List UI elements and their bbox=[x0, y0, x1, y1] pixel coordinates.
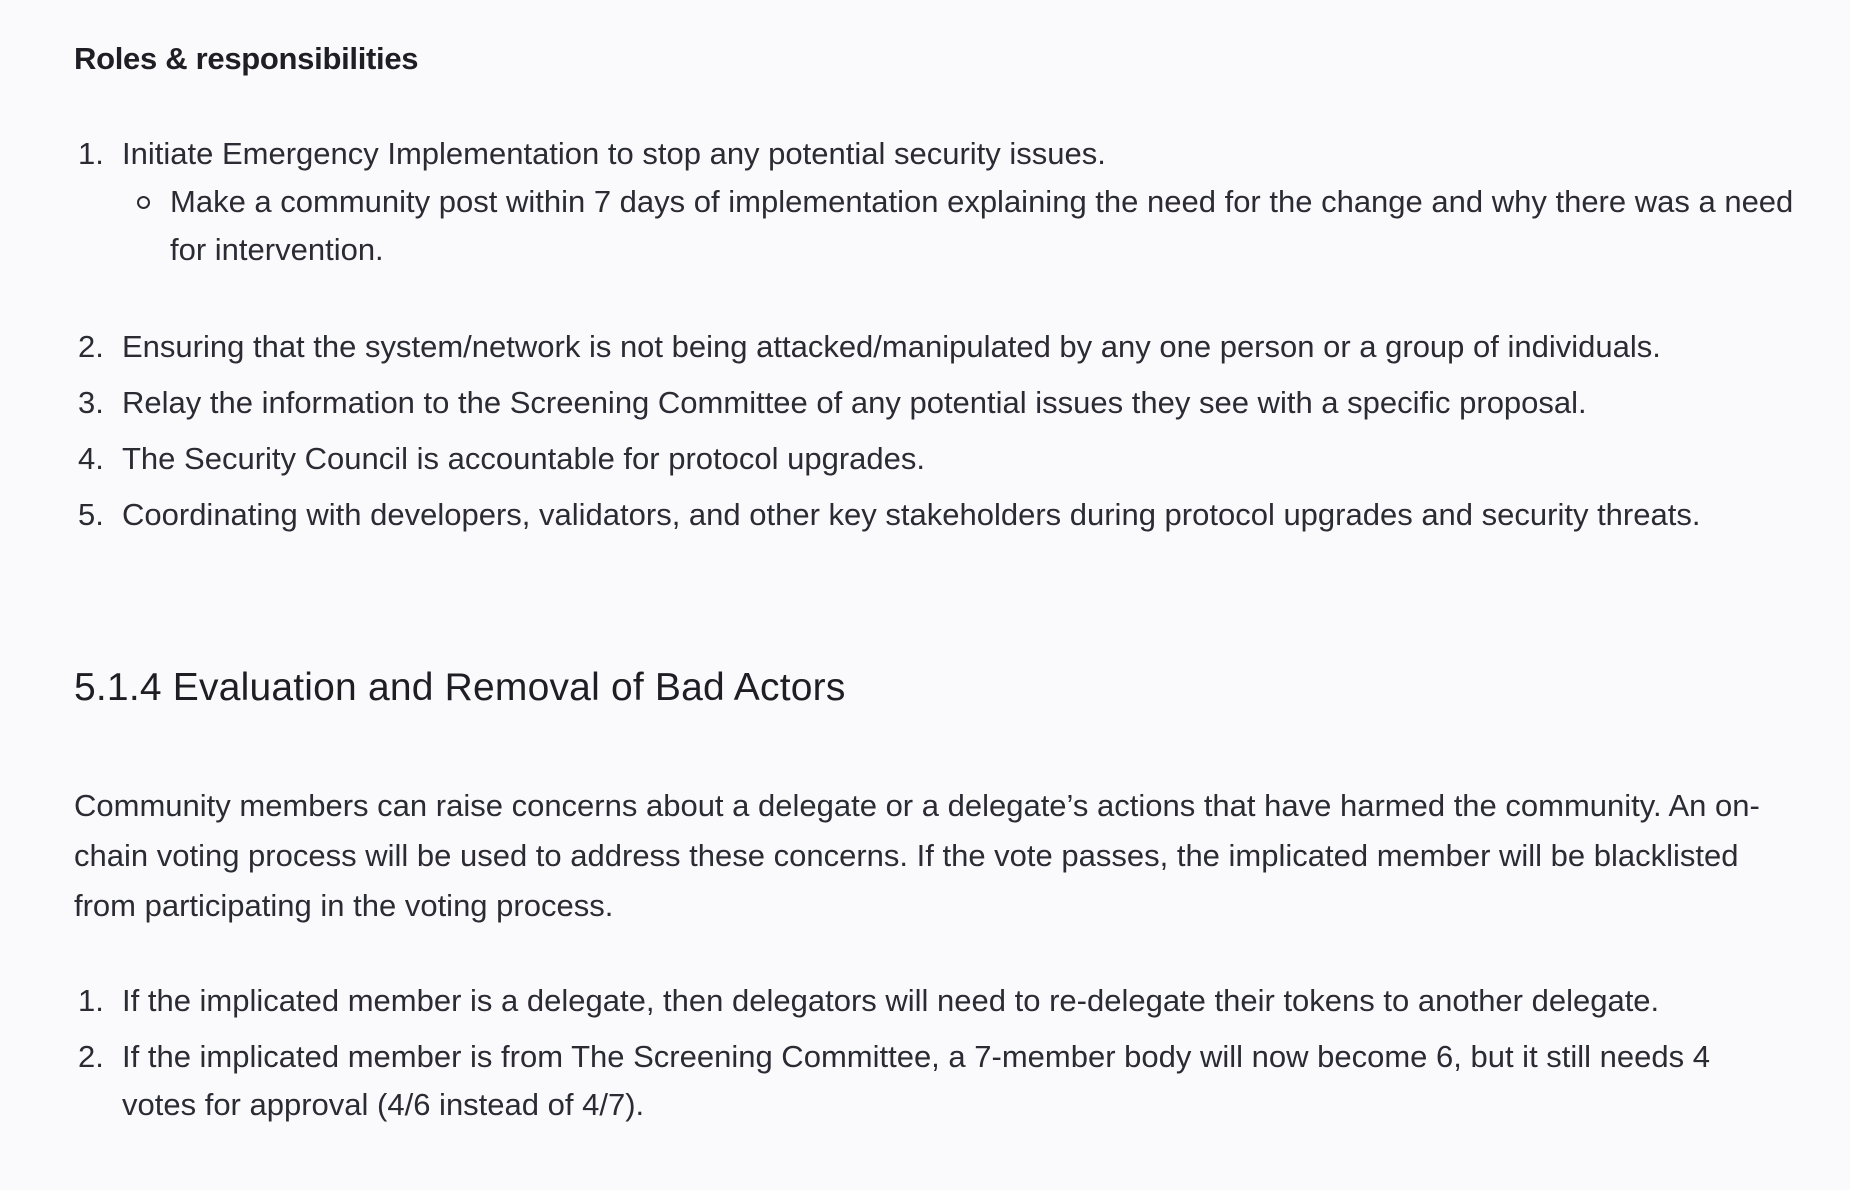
roles-list-part-1 bbox=[74, 130, 1794, 274]
list-item-text: Coordinating with developers, validators, and other key stakeholders during protocol upgrades and security threats. bbox=[122, 497, 1701, 532]
roles-list-part-2 bbox=[74, 323, 1794, 539]
list-item-text: Initiate Emergency Implementation to stop any potential security issues. bbox=[122, 136, 1106, 171]
list-item bbox=[74, 379, 1794, 427]
list-number: 2. bbox=[78, 329, 104, 364]
list-item bbox=[74, 130, 1794, 274]
section-paragraph: Community members can raise concerns about a delegate or a delegate’s actions that have harmed the community. An on-chain voting process will be used to address these concerns. If the vote passes, the implicated member will be blacklisted from participating in the voting process. bbox=[74, 788, 1760, 923]
roles-heading: Roles & responsibilities bbox=[74, 41, 419, 76]
sub-list bbox=[122, 178, 1794, 274]
list-number: 2. bbox=[78, 1039, 104, 1074]
list-item bbox=[74, 977, 1794, 1025]
list-item-text: Ensuring that the system/network is not being attacked/manipulated by any one person or a group of individuals. bbox=[122, 329, 1661, 364]
sub-list-item-text: Make a community post within 7 days of implementation explaining the need for the change and why there was a need for intervention. bbox=[170, 184, 1794, 267]
list-number: 1. bbox=[78, 983, 104, 1018]
list-item bbox=[74, 1033, 1794, 1129]
sub-list-item bbox=[170, 178, 1794, 274]
list-number: 3. bbox=[78, 385, 104, 420]
list-number: 4. bbox=[78, 441, 104, 476]
section-heading: 5.1.4 Evaluation and Removal of Bad Actors bbox=[74, 666, 846, 709]
list-item bbox=[74, 491, 1794, 539]
list-item-text: Relay the information to the Screening Committee of any potential issues they see with a specific proposal. bbox=[122, 385, 1587, 420]
list-number: 1. bbox=[78, 136, 104, 171]
list-item-text: If the implicated member is from The Screening Committee, a 7-member body will now become 6, but it still needs 4 votes for approval (4/6 instead of 4/7). bbox=[122, 1039, 1710, 1122]
list-number: 5. bbox=[78, 497, 104, 532]
section-list bbox=[74, 977, 1794, 1129]
hollow-bullet-icon bbox=[137, 196, 150, 209]
list-item-text: If the implicated member is a delegate, then delegators will need to re-delegate their tokens to another delegate. bbox=[122, 983, 1660, 1018]
list-item-text: The Security Council is accountable for protocol upgrades. bbox=[122, 441, 925, 476]
list-item bbox=[74, 435, 1794, 483]
list-item bbox=[74, 323, 1794, 371]
